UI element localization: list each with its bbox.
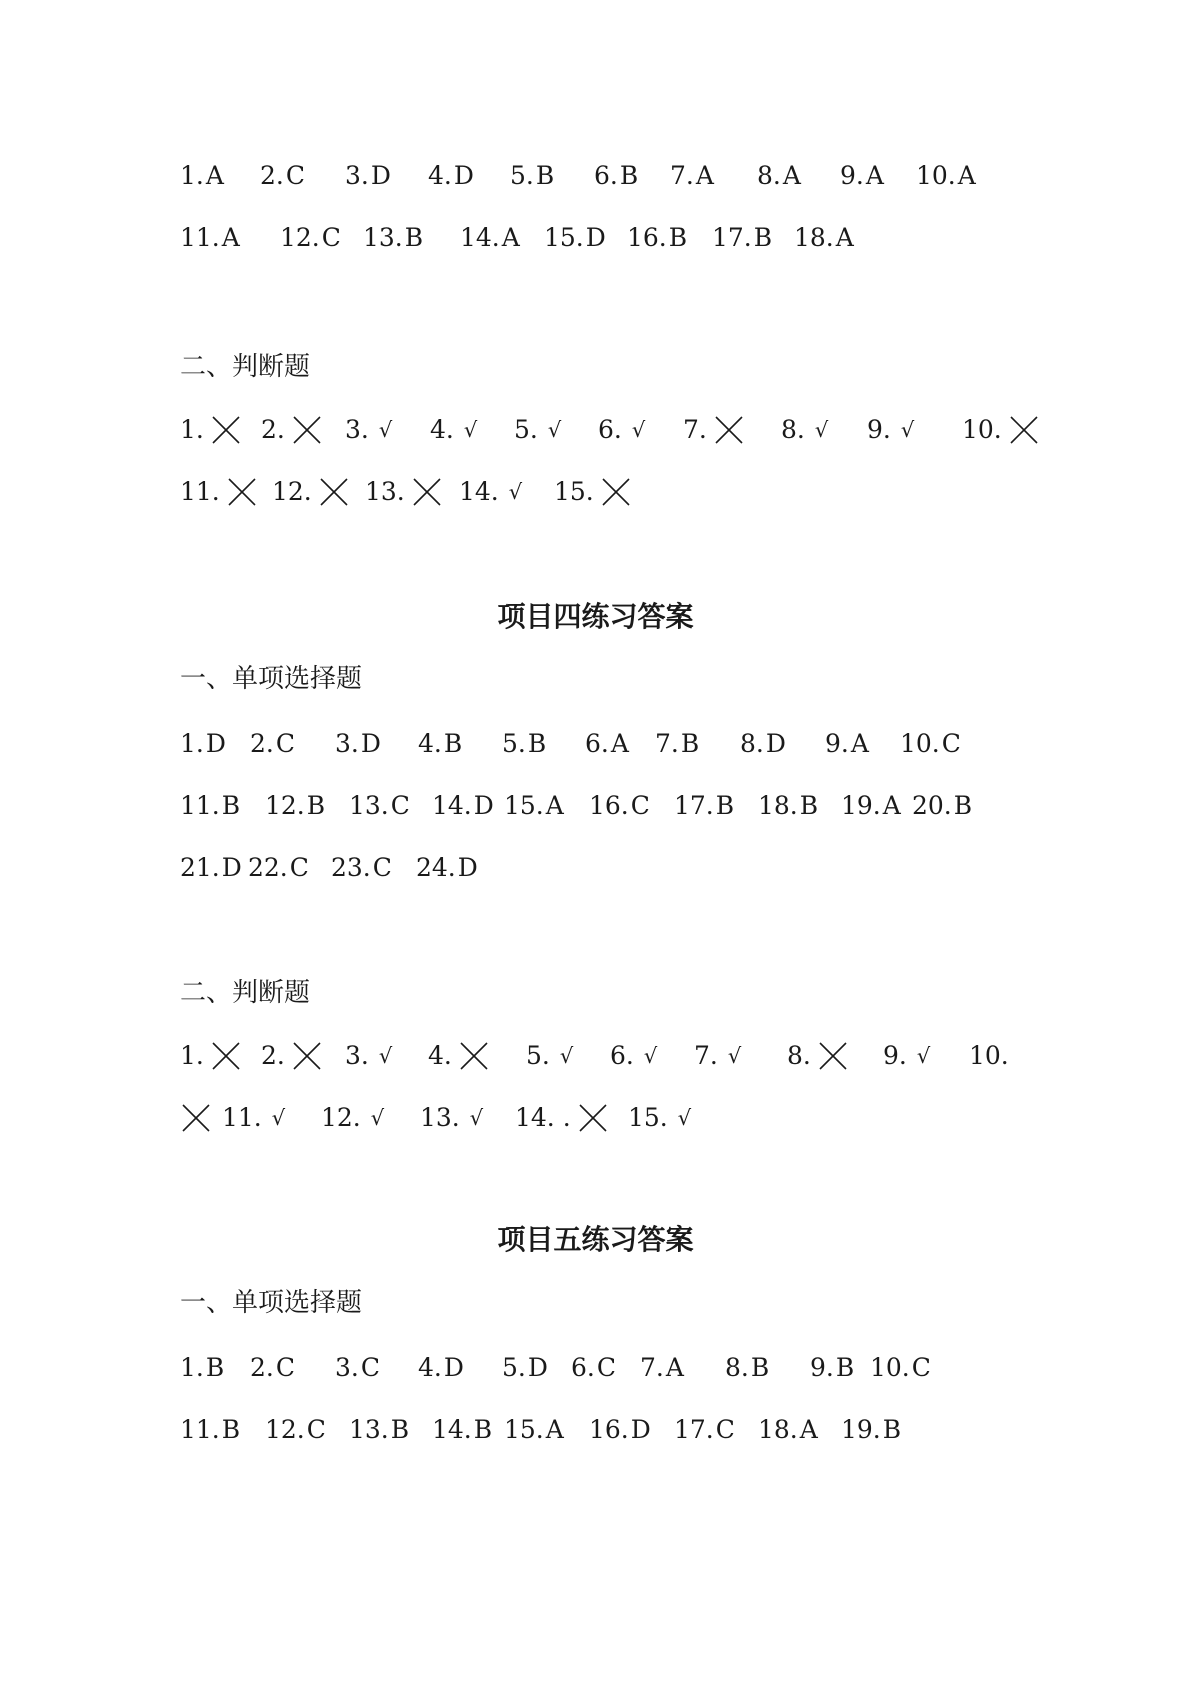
question-number: 4.: [428, 161, 452, 190]
answer-letter: B: [619, 161, 639, 190]
answer-letter: D: [630, 1415, 651, 1444]
answer-item: [416, 848, 478, 888]
check-mark-icon: √: [508, 480, 523, 504]
answer-item: [627, 218, 687, 258]
answer-item: [712, 218, 772, 258]
answer-letter: C: [360, 1353, 380, 1382]
question-number: 14.: [459, 477, 499, 506]
answer-letter: C: [275, 729, 295, 758]
cross-mark-icon: [180, 1102, 212, 1134]
answer-item: [825, 724, 869, 764]
judgement-item: [515, 1098, 609, 1138]
answer-letter: B: [404, 223, 424, 252]
check-mark-icon: √: [547, 418, 562, 442]
question-number: 1.: [180, 729, 204, 758]
question-number: 6.: [610, 1041, 634, 1070]
question-number: 11.: [180, 1415, 220, 1444]
judgement-item: [787, 1036, 849, 1076]
question-number: 12.: [321, 1103, 361, 1132]
answer-item: [810, 1348, 854, 1388]
question-number: 10.: [870, 1353, 910, 1382]
question-number: 16.: [589, 1415, 629, 1444]
check-mark-icon: √: [271, 1106, 286, 1130]
answer-item: [504, 786, 564, 826]
answer-letter: C: [715, 1415, 735, 1444]
judgement-item: [781, 410, 828, 450]
question-number: 19.: [841, 791, 881, 820]
question-number: 18.: [758, 791, 798, 820]
answer-letter: D: [360, 729, 381, 758]
answer-item: [757, 156, 801, 196]
answer-letter: D: [221, 853, 242, 882]
question-number: 3.: [335, 1353, 359, 1382]
answer-letter: B: [527, 729, 547, 758]
question-number: 15.: [544, 223, 584, 252]
cross-mark-icon: [458, 1040, 490, 1072]
answer-item: [250, 724, 295, 764]
question-number: 13.: [363, 223, 403, 252]
cross-mark-icon: [411, 476, 443, 508]
answer-letter: A: [695, 161, 714, 190]
check-mark-icon: √: [559, 1044, 574, 1068]
answer-letter: C: [285, 161, 305, 190]
check-mark-icon: √: [677, 1106, 692, 1130]
question-number: 13.: [365, 477, 405, 506]
question-number: 6.: [585, 729, 609, 758]
answer-letter: B: [799, 791, 819, 820]
question-number: 10.: [969, 1041, 1009, 1070]
question-number: 5.: [526, 1041, 550, 1070]
answer-item: [510, 156, 554, 196]
answer-item: [912, 786, 972, 826]
cross-mark-icon: [226, 476, 258, 508]
check-mark-icon: √: [463, 418, 478, 442]
answer-letter: A: [221, 223, 240, 252]
cross-mark-icon: [210, 414, 242, 446]
question-number: 18.: [758, 1415, 798, 1444]
question-number: 13.: [420, 1103, 460, 1132]
cross-mark-icon: [291, 414, 323, 446]
answer-letter: B: [668, 223, 688, 252]
question-number: 16.: [627, 223, 667, 252]
question-number: 17.: [674, 1415, 714, 1444]
question-number: 3.: [345, 415, 369, 444]
question-number: 13.: [349, 791, 389, 820]
answer-letter: C: [596, 1353, 616, 1382]
answer-item: [740, 724, 786, 764]
answer-letter: D: [443, 1353, 464, 1382]
question-number: 5.: [502, 729, 526, 758]
question-number: 7.: [683, 415, 707, 444]
check-mark-icon: √: [378, 418, 393, 442]
judgement-item: [222, 1098, 285, 1138]
answer-letter: A: [205, 161, 224, 190]
answer-item: [794, 218, 854, 258]
answer-letter: D: [765, 729, 786, 758]
answer-item: [349, 1410, 409, 1450]
answer-letter: A: [501, 223, 520, 252]
answer-item: [418, 724, 462, 764]
answer-item: [571, 1348, 616, 1388]
cross-mark-icon: [577, 1102, 609, 1134]
question-number: 4.: [418, 729, 442, 758]
answer-item: [335, 1348, 380, 1388]
question-number: 2.: [261, 415, 285, 444]
question-number: 8.: [725, 1353, 749, 1382]
cross-mark-icon: [600, 476, 632, 508]
judgement-item: [365, 472, 443, 512]
question-number: 7.: [640, 1353, 664, 1382]
answer-letter: B: [882, 1415, 902, 1444]
answer-item: [349, 786, 410, 826]
check-mark-icon: √: [916, 1044, 931, 1068]
answer-letter: C: [321, 223, 341, 252]
answer-item: [180, 848, 242, 888]
answer-item: [504, 1410, 564, 1450]
prev-tf-title: 二、判断题: [180, 352, 311, 382]
question-number: 2.: [250, 729, 274, 758]
check-mark-icon: √: [469, 1106, 484, 1130]
answer-letter: C: [275, 1353, 295, 1382]
check-mark-icon: √: [643, 1044, 658, 1068]
judgement-item: [174, 1098, 212, 1138]
answer-item: [840, 156, 884, 196]
question-number: 12.: [265, 1415, 305, 1444]
answer-item: [180, 724, 226, 764]
answer-letter: B: [221, 1415, 241, 1444]
question-number: 11.: [222, 1103, 262, 1132]
answer-item: [265, 786, 325, 826]
answer-item: [265, 1410, 326, 1450]
answer-letter: B: [835, 1353, 855, 1382]
answer-letter: C: [372, 853, 392, 882]
judgement-item: [272, 472, 350, 512]
answer-letter: A: [610, 729, 629, 758]
question-number: 8.: [781, 415, 805, 444]
question-number: 6.: [594, 161, 618, 190]
question-number: 3.: [345, 1041, 369, 1070]
answer-letter: A: [545, 791, 564, 820]
question-number: 10.: [900, 729, 940, 758]
answer-letter: C: [289, 853, 309, 882]
question-number: 19.: [841, 1415, 881, 1444]
question-number: 17.: [674, 791, 714, 820]
judgement-item: [261, 410, 323, 450]
question-number: 5.: [510, 161, 534, 190]
judgement-item: [420, 1098, 483, 1138]
answer-letter: A: [850, 729, 869, 758]
judgement-item: [628, 1098, 691, 1138]
answer-item: [250, 1348, 295, 1388]
judgement-item: [428, 1036, 490, 1076]
question-number: 2.: [260, 161, 284, 190]
project4-heading: 项目四练习答案: [497, 600, 694, 633]
answer-item: [428, 156, 474, 196]
question-number: 22.: [248, 853, 288, 882]
answer-item: [180, 1410, 240, 1450]
answer-letter: B: [680, 729, 700, 758]
judgement-item: [180, 472, 258, 512]
question-number: 7.: [694, 1041, 718, 1070]
answer-item: [655, 724, 699, 764]
answer-letter: D: [205, 729, 226, 758]
cross-mark-icon: [713, 414, 745, 446]
cross-mark-icon: [318, 476, 350, 508]
answer-item: [589, 786, 650, 826]
question-number: 15.: [504, 791, 544, 820]
answer-item: [758, 786, 818, 826]
question-number: 2.: [261, 1041, 285, 1070]
judgement-item: [598, 410, 645, 450]
project4-mc-title: 一、单项选择题: [180, 664, 363, 694]
answer-letter: D: [473, 791, 494, 820]
answer-letter: C: [390, 791, 410, 820]
question-number: 8.: [740, 729, 764, 758]
answer-item: [594, 156, 638, 196]
answer-item: [502, 1348, 548, 1388]
question-number: 21.: [180, 853, 220, 882]
answer-letter: C: [306, 1415, 326, 1444]
question-number: 12.: [272, 477, 312, 506]
answer-letter: D: [370, 161, 391, 190]
answer-item: [841, 786, 901, 826]
answer-item: [900, 724, 961, 764]
question-number: 15.: [628, 1103, 668, 1132]
question-number: 17.: [712, 223, 752, 252]
judgement-item: [345, 1036, 392, 1076]
answer-item: [432, 786, 494, 826]
question-number: 12.: [280, 223, 320, 252]
judgement-item: [180, 1036, 242, 1076]
question-number: 9.: [825, 729, 849, 758]
cross-mark-icon: [210, 1040, 242, 1072]
judgement-item: [969, 1036, 1009, 1076]
answer-item: [363, 218, 423, 258]
judgement-item: [261, 1036, 323, 1076]
answer-item: [916, 156, 976, 196]
answer-letter: B: [205, 1353, 225, 1382]
answer-item: [280, 218, 341, 258]
answer-item: [670, 156, 714, 196]
question-number: 16.: [589, 791, 629, 820]
question-number: 18.: [794, 223, 834, 252]
answer-item: [870, 1348, 931, 1388]
answer-item: [260, 156, 305, 196]
answer-letter: A: [882, 791, 901, 820]
cross-mark-icon: [1008, 414, 1040, 446]
judgement-item: [180, 410, 242, 450]
answer-letter: B: [473, 1415, 493, 1444]
question-number: 10.: [916, 161, 956, 190]
check-mark-icon: √: [727, 1044, 742, 1068]
answer-letter: B: [535, 161, 555, 190]
question-number: 4.: [430, 415, 454, 444]
question-number: 20.: [912, 791, 952, 820]
question-number: 6.: [571, 1353, 595, 1382]
question-number: 24.: [416, 853, 456, 882]
answer-letter: B: [753, 223, 773, 252]
answer-letter: C: [630, 791, 650, 820]
answer-letter: B: [306, 791, 326, 820]
judgement-item: [514, 410, 561, 450]
project5-heading: 项目五练习答案: [497, 1223, 694, 1256]
question-number: 9.: [840, 161, 864, 190]
answer-item: [432, 1410, 492, 1450]
question-number: 14.: [460, 223, 500, 252]
question-number: 6.: [598, 415, 622, 444]
question-number: 5.: [514, 415, 538, 444]
answer-item: [248, 848, 309, 888]
question-number: 7.: [670, 161, 694, 190]
answer-item: [418, 1348, 464, 1388]
question-number: 5.: [502, 1353, 526, 1382]
answer-item: [345, 156, 391, 196]
answer-letter: D: [457, 853, 478, 882]
answer-item: [589, 1410, 651, 1450]
judgement-item: [554, 472, 632, 512]
answer-item: [460, 218, 520, 258]
answer-item: [544, 218, 606, 258]
question-number: 10.: [962, 415, 1002, 444]
question-number: 14. .: [515, 1103, 571, 1132]
answer-letter: C: [941, 729, 961, 758]
question-number: 1.: [180, 1353, 204, 1382]
question-number: 23.: [331, 853, 371, 882]
question-number: 8.: [757, 161, 781, 190]
answer-letter: B: [750, 1353, 770, 1382]
judgement-item: [430, 410, 477, 450]
question-number: 15.: [504, 1415, 544, 1444]
judgement-item: [321, 1098, 384, 1138]
question-number: 13.: [349, 1415, 389, 1444]
answer-letter: B: [390, 1415, 410, 1444]
judgement-item: [883, 1036, 930, 1076]
question-number: 14.: [432, 1415, 472, 1444]
answer-item: [725, 1348, 769, 1388]
judgement-item: [345, 410, 392, 450]
answer-item: [640, 1348, 684, 1388]
answer-letter: A: [545, 1415, 564, 1444]
answer-item: [180, 218, 240, 258]
question-number: 1.: [180, 415, 204, 444]
answer-letter: D: [585, 223, 606, 252]
cross-mark-icon: [291, 1040, 323, 1072]
answer-item: [180, 156, 224, 196]
answer-item: [502, 724, 546, 764]
check-mark-icon: √: [370, 1106, 385, 1130]
answer-item: [331, 848, 392, 888]
question-number: 15.: [554, 477, 594, 506]
answer-letter: A: [835, 223, 854, 252]
answer-item: [758, 1410, 818, 1450]
question-number: 3.: [345, 161, 369, 190]
question-number: 2.: [250, 1353, 274, 1382]
question-number: 4.: [418, 1353, 442, 1382]
answer-letter: A: [865, 161, 884, 190]
answer-item: [674, 786, 734, 826]
answer-letter: A: [799, 1415, 818, 1444]
project4-tf-title: 二、判断题: [180, 978, 311, 1008]
question-number: 11.: [180, 477, 220, 506]
question-number: 8.: [787, 1041, 811, 1070]
answer-letter: D: [453, 161, 474, 190]
judgement-item: [459, 472, 522, 512]
question-number: 7.: [655, 729, 679, 758]
judgement-item: [526, 1036, 573, 1076]
answer-letter: A: [665, 1353, 684, 1382]
check-mark-icon: √: [378, 1044, 393, 1068]
judgement-item: [683, 410, 745, 450]
answer-item: [841, 1410, 901, 1450]
answer-letter: B: [715, 791, 735, 820]
answer-letter: B: [443, 729, 463, 758]
question-number: 12.: [265, 791, 305, 820]
answer-letter: C: [911, 1353, 931, 1382]
question-number: 11.: [180, 223, 220, 252]
question-number: 11.: [180, 791, 220, 820]
answer-item: [674, 1410, 735, 1450]
judgement-item: [962, 410, 1040, 450]
question-number: 9.: [867, 415, 891, 444]
question-number: 9.: [883, 1041, 907, 1070]
check-mark-icon: √: [814, 418, 829, 442]
judgement-item: [694, 1036, 741, 1076]
question-number: 1.: [180, 1041, 204, 1070]
answer-letter: B: [221, 791, 241, 820]
check-mark-icon: √: [631, 418, 646, 442]
answer-item: [180, 1348, 224, 1388]
answer-letter: A: [782, 161, 801, 190]
answer-letter: D: [527, 1353, 548, 1382]
judgement-item: [610, 1036, 657, 1076]
question-number: 9.: [810, 1353, 834, 1382]
question-number: 14.: [432, 791, 472, 820]
judgement-item: [867, 410, 914, 450]
answer-letter: B: [953, 791, 973, 820]
question-number: 3.: [335, 729, 359, 758]
answer-item: [180, 786, 240, 826]
answer-item: [585, 724, 629, 764]
answer-item: [335, 724, 381, 764]
question-number: 1.: [180, 161, 204, 190]
question-number: 4.: [428, 1041, 452, 1070]
cross-mark-icon: [817, 1040, 849, 1072]
project5-mc-title: 一、单项选择题: [180, 1288, 363, 1318]
check-mark-icon: √: [900, 418, 915, 442]
answer-letter: A: [957, 161, 976, 190]
